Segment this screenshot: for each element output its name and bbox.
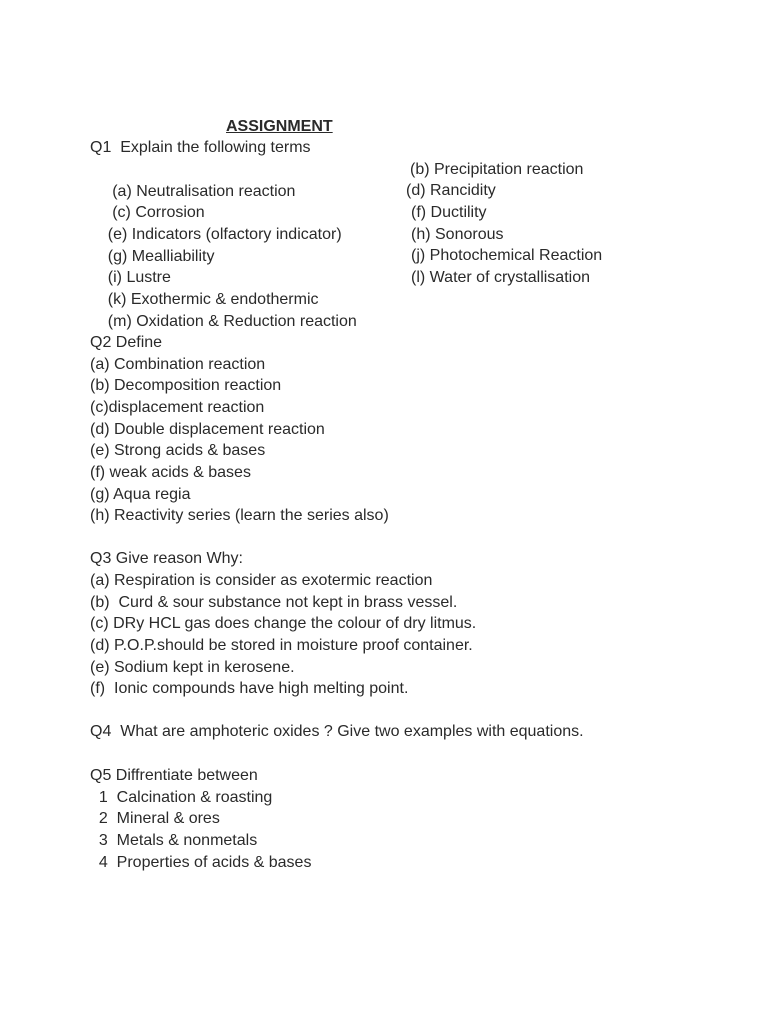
q5-item: 2 Mineral & ores: [90, 810, 220, 827]
q2-item: (a) Combination reaction: [90, 356, 266, 373]
q2-item: (d) Double displacement reaction: [90, 421, 325, 438]
q5-item: 3 Metals & nonmetals: [90, 832, 258, 849]
q2-item: (e) Strong acids & bases: [90, 442, 266, 459]
q1-item-c: (c) Corrosion: [107, 204, 205, 221]
q2-item: (c)displacement reaction: [90, 399, 265, 416]
q1-item-b: (b) Precipitation reaction: [410, 161, 584, 178]
q4-text: Q4 What are amphoteric oxides ? Give two examples with equations.: [90, 723, 584, 740]
q1-item-f: (f) Ductility: [411, 204, 487, 221]
q2-item: (b) Decomposition reaction: [90, 377, 282, 394]
q1-row: [90, 289, 357, 330]
q5-item: 4 Properties of acids & bases: [90, 854, 312, 871]
q2-item: (g) Aqua regia: [90, 486, 191, 503]
q1-item-i: (i) Lustre: [107, 269, 171, 286]
q1-item-j: (j) Photochemical Reaction: [411, 247, 603, 264]
q1-item-k: (k) Exothermic & endothermic: [107, 291, 319, 308]
q1-item-l: (l) Water of crystallisation: [411, 269, 590, 286]
q3-heading: Q3 Give reason Why:: [90, 550, 243, 567]
q5-item: 1 Calcination & roasting: [90, 789, 273, 806]
q3-item: (d) P.O.P.should be stored in moisture proof container.: [90, 637, 473, 654]
q1-heading: Q1 Explain the following terms: [90, 139, 311, 156]
q1-row: [90, 267, 590, 308]
q1-item-a: (a) Neutralisation reaction: [107, 183, 296, 200]
assignment-title: ASSIGNMENT: [226, 118, 333, 135]
q2-item: (h) Reactivity series (learn the series also): [90, 507, 389, 524]
q3-item: (e) Sodium kept in kerosene.: [90, 659, 295, 676]
q3-item: (f) Ionic compounds have high melting point.: [90, 680, 409, 697]
q3-item: (c) DRy HCL gas does change the colour of dry litmus.: [90, 615, 477, 632]
q1-item-e: (e) Indicators (olfactory indicator): [107, 226, 342, 243]
q5-heading: Q5 Diffrentiate between: [90, 767, 258, 784]
q2-heading: Q2 Define: [90, 334, 163, 351]
q1-item-h: (h) Sonorous: [411, 226, 504, 243]
q3-item: (b) Curd & sour substance not kept in brass vessel.: [90, 594, 458, 611]
q1-item-g: (g) Mealliability: [107, 248, 215, 265]
q1-item-d: (d) Rancidity: [406, 182, 496, 199]
q3-item: (a) Respiration is consider as exotermic reaction: [90, 572, 433, 589]
q2-item: (f) weak acids & bases: [90, 464, 251, 481]
q1-item-m: (m) Oxidation & Reduction reaction: [107, 313, 357, 330]
